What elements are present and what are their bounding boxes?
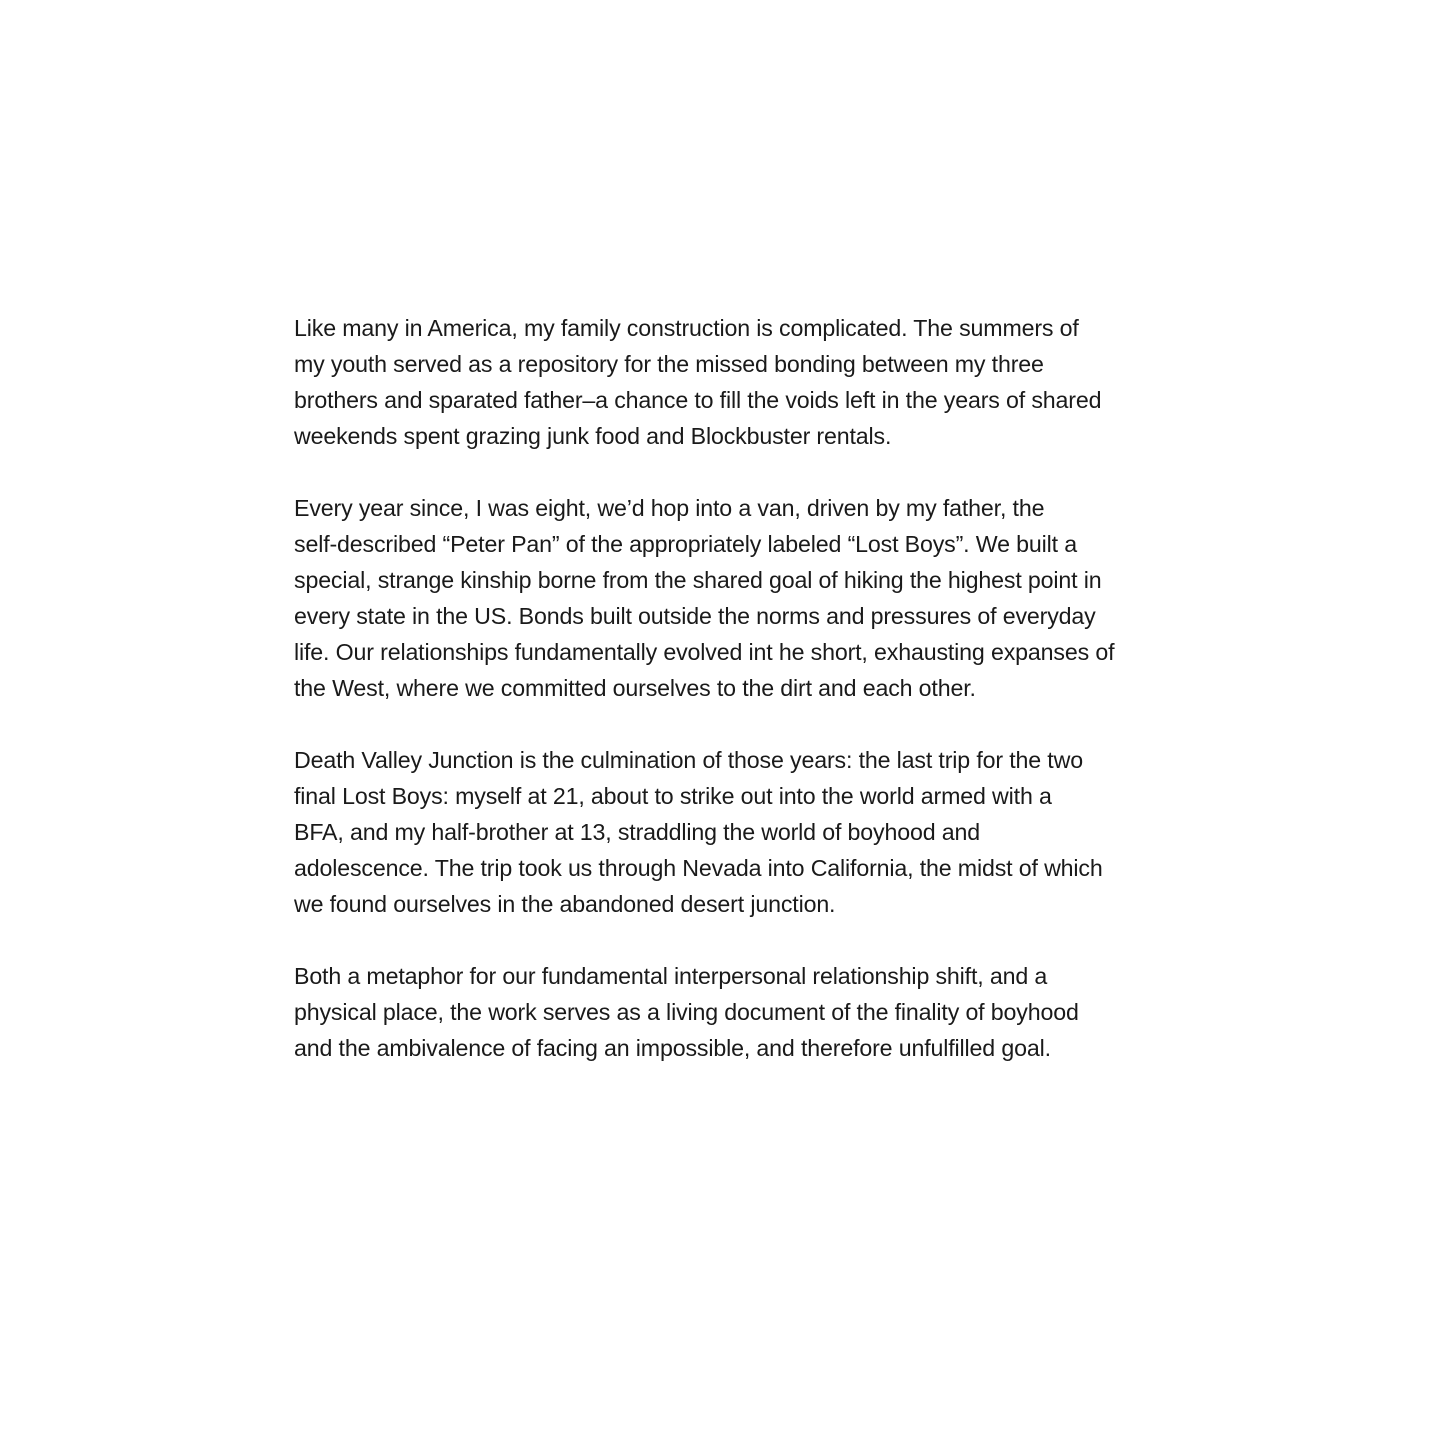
statement-paragraph-1: Like many in America, my family construction is complicated. The summers of my youth served as a repository for the missed bonding between my three brothers and sparated father–a chance to fill the voids left in the years of shared weekends spent grazing junk food and Blockbuster rentals.	[294, 315, 1102, 449]
artist-statement	[294, 310, 1204, 1066]
statement-paragraph-3: Death Valley Junction is the culmination of those years: the last trip for the two final Lost Boys: myself at 21, about to strike out into the world armed with a BFA, and my half-brother at 13, straddling the world of boyhood and adolescence. The trip took us through Nevada into California, the midst of which we found ourselves in the abandoned desert junction.	[294, 747, 1103, 917]
statement-paragraph-4: Both a metaphor for our fundamental interpersonal relationship shift, and a physical place, the work serves as a living document of the finality of boyhood and the ambivalence of facing an impossible, and therefore unfulfilled goal.	[294, 963, 1079, 1061]
statement-paragraph-2: Every year since, I was eight, we’d hop into a van, driven by my father, the self-described “Peter Pan” of the appropriately labeled “Lost Boys”. We built a special, strange kinship borne from the shared goal of hiking the highest point in every state in the US. Bonds built outside the norms and pressures of everyday life. Our relationships fundamentally evolved int he short, exhausting expanses of the West, where we committed ourselves to the dirt and each other.	[294, 495, 1115, 701]
